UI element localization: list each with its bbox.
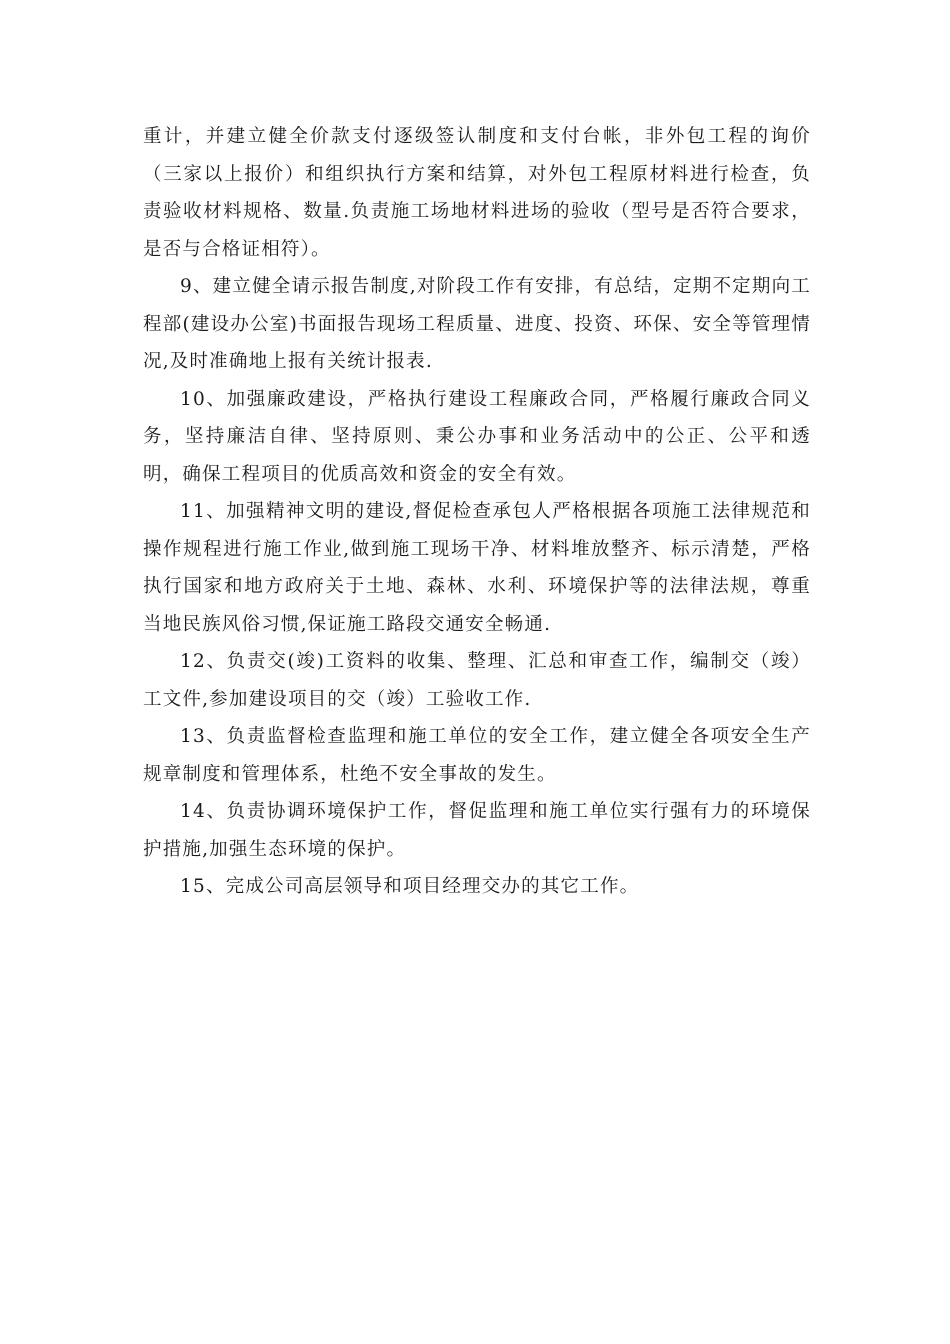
paragraph-continuation: 重计，并建立健全价款支付逐级签认制度和支付台帐，非外包工程的询价（三家以上报价）和组织执行方案和结算，对外包工程原材料进行检查，负责验收材料规格、数量.负责施工场地材料进场的验收（型号是否符合要求，是否与合格证相符）。: [143, 126, 811, 260]
paragraph-item-9: 9、建立健全请示报告制度,对阶段工作有安排，有总结，定期不定期向工程部(建设办公室)书面报告现场工程质量、进度、投资、环保、安全等管理情况,及时准确地上报有关统计报表.: [143, 276, 811, 372]
paragraph-item-13: 13、负责监督检查监理和施工单位的安全工作，建立健全各项安全生产规章制度和管理体系，杜绝不安全事故的发生。: [143, 726, 811, 785]
paragraph-item-14: 14、负责协调环境保护工作，督促监理和施工单位实行强有力的环境保护措施,加强生态环境的保护。: [143, 801, 811, 860]
paragraph-item-11: 11、加强精神文明的建设,督促检查承包人严格根据各项施工法律规范和操作规程进行施工作业,做到施工现场干净、材料堆放整齐、标示清楚，严格执行国家和地方政府关于土地、森林、水利、环境保护等的法律法规，尊重当地民族风俗习惯,保证施工路段交通安全畅通.: [143, 501, 811, 635]
paragraph-item-10: 10、加强廉政建设，严格执行建设工程廉政合同，严格履行廉政合同义务，坚持廉洁自律、坚持原则、秉公办事和业务活动中的公正、公平和透明，确保工程项目的优质高效和资金的安全有效。: [143, 388, 811, 485]
document-body: [143, 118, 811, 906]
paragraph-item-12: 12、负责交(竣)工资料的收集、整理、汇总和审查工作，编制交（竣）工文件,参加建设项目的交（竣）工验收工作.: [143, 651, 811, 710]
paragraph-item-15: 15、完成公司高层领导和项目经理交办的其它工作。: [180, 876, 640, 897]
